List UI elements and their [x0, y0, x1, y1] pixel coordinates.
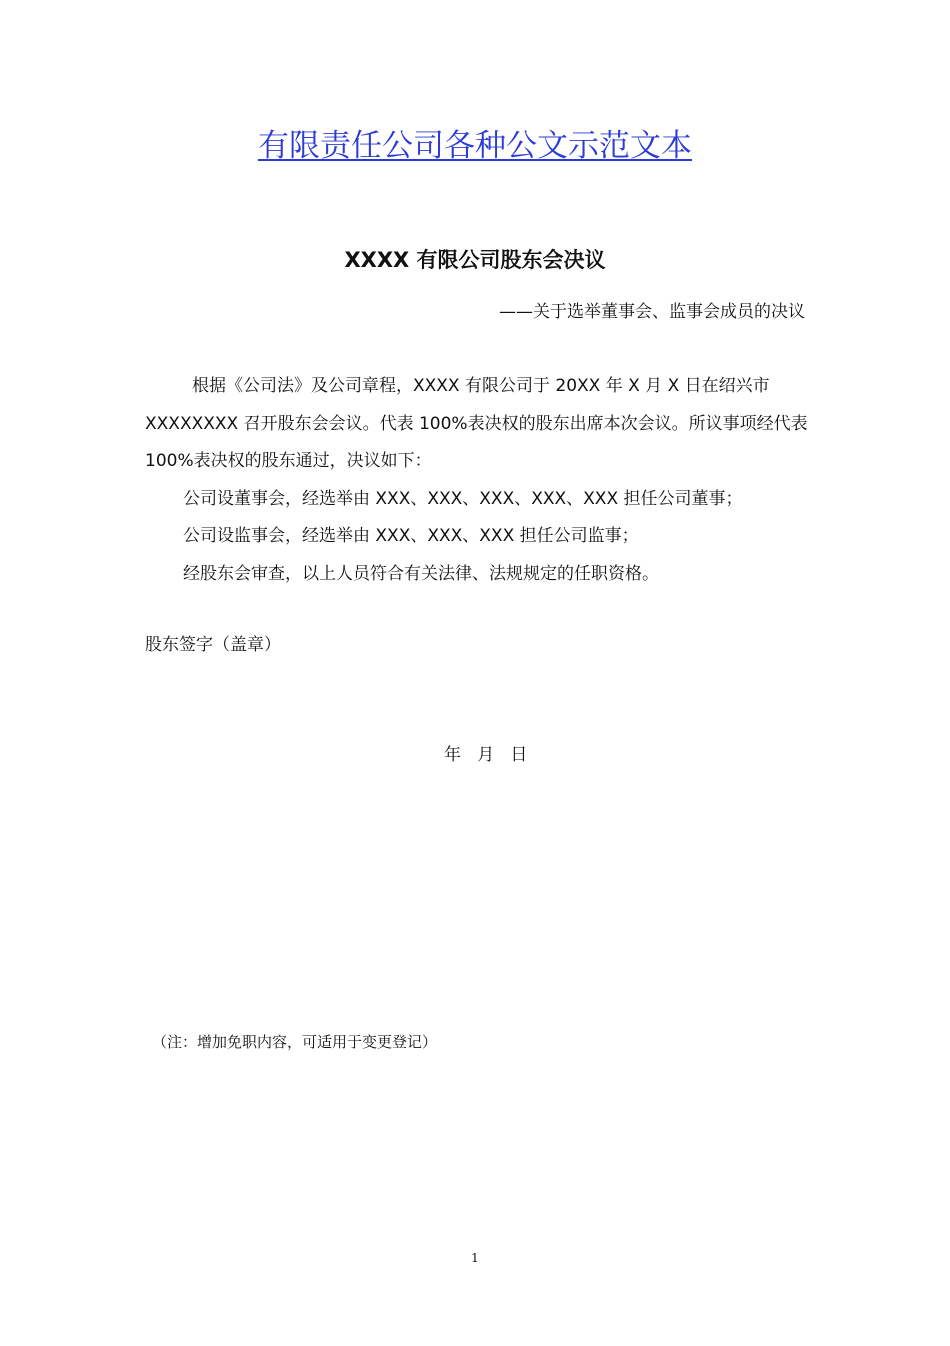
resolution-intro-paragraph: 根据《公司法》及公司章程，XXXX 有限公司于 20XX 年 X 月 X 日在绍兴市 XXXXXXXX 召开股东会会议。代表 100%表决权的股东出席本次会议。所议事项经代表 100%表决权的股东通过，决议如下： [145, 376, 808, 471]
shareholder-signature-label: 股东签字（盖章） [145, 635, 281, 655]
resolution-item-supervisors: 公司设监事会，经选举由 XXX、XXX、XXX 担任公司监事； [183, 526, 639, 546]
resolution-subtitle: ——关于选举董事会、监事会成员的决议 [499, 302, 805, 322]
resolution-item-board: 公司设董事会，经选举由 XXX、XXX、XXX、XXX、XXX 担任公司董事； [183, 488, 743, 509]
date-line: 年 月 日 [444, 745, 528, 765]
resolution-body [145, 368, 813, 593]
resolution-title: XXXX 有限公司股东会决议 [344, 248, 606, 272]
footnote: （注：增加免职内容，可适用于变更登记） [152, 1033, 438, 1051]
page-number: 1 [471, 1251, 479, 1265]
document-link-title[interactable]: 有限责任公司各种公文示范文本 [258, 128, 692, 164]
resolution-item-qualification: 经股东会审查，以上人员符合有关法律、法规规定的任职资格。 [183, 563, 659, 584]
